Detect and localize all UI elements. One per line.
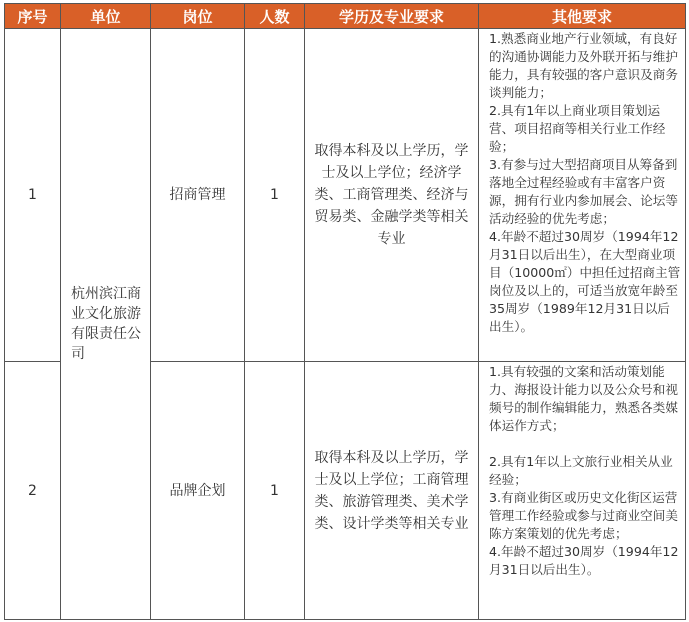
other-requirements xyxy=(479,29,686,362)
row-index: 2 xyxy=(5,362,61,620)
header-index: 序号 xyxy=(5,4,61,29)
header-education: 学历及专业要求 xyxy=(305,4,479,29)
other-requirements xyxy=(479,362,686,620)
education-requirement: 取得本科及以上学历，学士及以上学位；工商管理类、旅游管理类、美术学类、设计学类等相关专业 xyxy=(305,362,479,620)
requirement-item: 1.熟悉商业地产行业领域，有良好的沟通协调能力及外联开拓与维护能力，具有较强的客户意识及商务谈判能力； xyxy=(489,31,678,100)
row-index: 1 xyxy=(5,29,61,362)
requirement-item: 4.年龄不超过30周岁（1994年12月31日以后出生）。 xyxy=(489,544,679,577)
requirement-item: 3.有商业街区或历史文化街区运营管理工作经验或参与过商业空间美陈方案策划的优先考虑； xyxy=(489,490,678,541)
requirement-item: 1.具有较强的文案和活动策划能力、海报设计能力以及公众号和视频号的制作编辑能力，熟悉各类媒体运作方式； xyxy=(489,364,678,433)
header-position: 岗位 xyxy=(151,4,245,29)
header-other: 其他要求 xyxy=(479,4,686,29)
headcount: 1 xyxy=(245,362,305,620)
requirement-item: 2.具有1年以上文旅行业相关从业经验； xyxy=(489,454,673,487)
headcount: 1 xyxy=(245,29,305,362)
requirement-item: 2.具有1年以上商业项目策划运营、项目招商等相关行业工作经验； xyxy=(489,103,666,154)
education-requirement: 取得本科及以上学历，学士及以上学位；经济学类、工商管理类、经济与贸易类、金融学类等相关专业 xyxy=(305,29,479,362)
requirement-item-spacer xyxy=(489,435,681,453)
header-row xyxy=(5,4,686,29)
unit-name: 杭州滨江商业文化旅游有限责任公司 xyxy=(61,29,151,620)
position-name: 招商管理 xyxy=(151,29,245,362)
recruitment-table xyxy=(4,3,686,620)
requirement-item: 4.年龄不超过30周岁（1994年12月31日以后出生），在大型商业项目（10000㎡）中担任过招商主管岗位及以上的，可适当放宽年龄至35周岁（1989年12月31日以后出生）。 xyxy=(489,229,681,334)
requirement-item: 3.有参与过大型招商项目从筹备到落地全过程经验或有丰富客户资源，拥有行业内参加展会、论坛等活动经验的优先考虑； xyxy=(489,157,678,226)
header-unit: 单位 xyxy=(61,4,151,29)
header-count: 人数 xyxy=(245,4,305,29)
position-name: 品牌企划 xyxy=(151,362,245,620)
table-row xyxy=(5,29,686,362)
